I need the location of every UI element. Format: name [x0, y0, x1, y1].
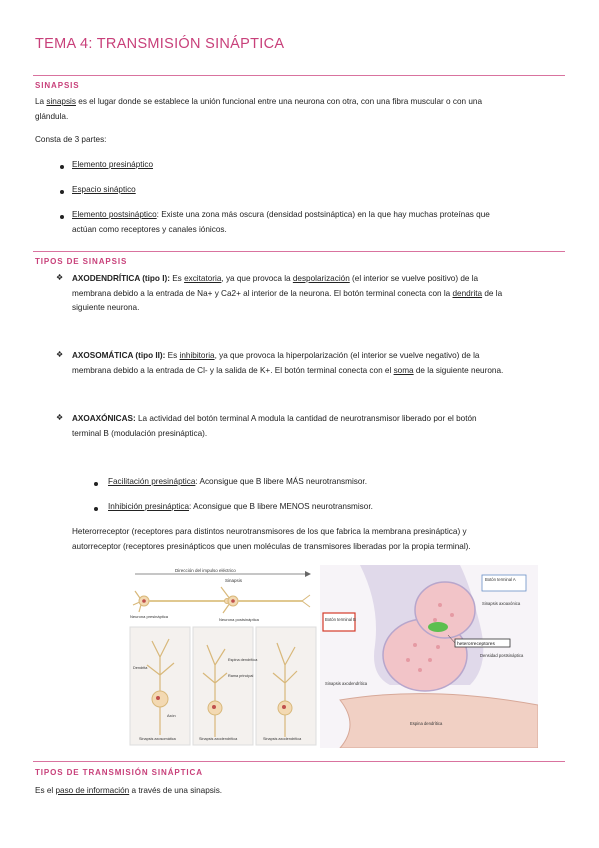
espina-label: Espina dendrítica	[228, 658, 258, 662]
panel3-caption: Sinapsis axodendrítica	[263, 737, 302, 741]
panel1-caption: Sinapsis axosomática	[139, 737, 176, 741]
bullet	[94, 482, 98, 486]
item-label: Elemento presináptico	[72, 160, 154, 169]
dendrita-label: Dendrita	[133, 666, 148, 670]
item-label: Inhibición presináptica	[108, 502, 190, 511]
direction-label: Dirección del impulso eléctrico	[175, 568, 236, 573]
axodendritica-label: Sinapsis axodendrítica	[325, 681, 368, 686]
axoaxonic-synapse-diagram	[320, 565, 538, 748]
term: soma	[393, 365, 414, 375]
bullet	[60, 190, 64, 194]
text: terminal B (modulación presináptica).	[72, 428, 208, 438]
text: siguiente neurona.	[72, 303, 140, 312]
term-sinapsis: sinapsis	[46, 97, 76, 106]
text: La	[35, 97, 47, 106]
axoaxonicas-paragraph	[72, 412, 567, 441]
divider	[33, 251, 565, 252]
section-heading-tipos: TIPOS DE SINAPSIS	[35, 257, 128, 266]
consta-text: Consta de 3 partes:	[35, 135, 107, 144]
neuron-synapse-figure	[127, 565, 318, 748]
section-heading-sinapsis: SINAPSIS	[35, 81, 80, 90]
axon-label: Axón	[167, 714, 176, 718]
text: de la siguiente neurona.	[413, 365, 504, 375]
diamond-bullet-icon: ❖	[56, 413, 64, 422]
text: AXODENDRÍTICA (tipo I):	[72, 274, 173, 283]
panel-axodendritica-1	[193, 627, 253, 745]
boton-b-box	[323, 613, 355, 631]
item-label: Espacio sináptico	[72, 185, 136, 194]
text: glándula.	[35, 111, 69, 121]
densidad-label: Densidad postsináptica	[480, 653, 524, 658]
transmision-paragraph	[35, 784, 222, 799]
text: a través de una sinapsis.	[129, 786, 223, 795]
bullet	[94, 507, 98, 511]
boton-b-label: Botón terminal B	[325, 617, 356, 622]
divider	[33, 761, 565, 762]
text: : Aconsigue que B libere MÁS neurotransmisor.	[195, 477, 367, 486]
bullet	[60, 215, 64, 219]
heterorreceptores-label: heterorreceptores	[457, 642, 495, 647]
axosomatica-paragraph	[72, 349, 567, 378]
term: despolarización	[292, 274, 350, 283]
list-item	[72, 158, 153, 173]
panel3-nucleus	[282, 705, 286, 709]
presynaptic-neuron	[133, 591, 230, 612]
text: Es	[172, 274, 185, 283]
page-title: TEMA 4: TRANSMISIÓN SINÁPTICA	[35, 36, 285, 52]
list-item	[72, 183, 136, 198]
text: (el interior se vuelve positivo) de la	[349, 274, 479, 283]
item-label: Elemento postsináptico	[72, 210, 157, 219]
axoaxonica-label: Sinapsis axoaxónica	[482, 601, 521, 606]
intro-paragraph	[35, 95, 565, 124]
bullet	[60, 165, 64, 169]
panel-axodendritica-2	[256, 627, 316, 745]
text: membrana debido a la entrada de Na+ y Ca2+ al interior de la neurona. El botón terminal conecta con la	[72, 288, 453, 298]
rama-label: Rama principal	[228, 674, 254, 678]
item-label: Facilitación presináptica	[108, 477, 196, 486]
text: Es el	[35, 786, 56, 795]
text: AXOSOMÁTICA (tipo II):	[72, 351, 168, 360]
text: La actividad del botón terminal A modula la cantidad de neurotransmisor liberado por el botón	[137, 414, 477, 423]
axoaxonic-synapse-figure	[320, 565, 538, 748]
text: , ya que provoca la	[221, 274, 293, 283]
neuron-synapse-diagram	[127, 565, 318, 748]
text: , ya que provoca la hiperpolarización (el interior se vuelve negativo) de la	[214, 351, 480, 360]
diamond-bullet-icon: ❖	[56, 350, 64, 359]
hetero-paragraph	[72, 525, 567, 554]
panel1-soma	[152, 691, 168, 707]
text: actúan como receptores y canales iónicos.	[72, 224, 227, 234]
axodendritica-paragraph	[72, 272, 567, 316]
panel2-caption: Sinapsis axodendrítica	[199, 737, 238, 741]
list-item	[108, 500, 373, 515]
text: : Aconsigue que B libere MENOS neurotransmisor.	[189, 502, 373, 511]
boton-a-label: Botón terminal A	[485, 577, 516, 582]
pre-label: Neurona presináptica	[130, 614, 169, 619]
text: : Existe una zona más oscura (densidad postsináptica) en la que hay muchas proteínas que	[156, 210, 490, 219]
panel1-nucleus	[156, 696, 160, 700]
postsynaptic-neuron	[221, 587, 310, 613]
list-item	[108, 475, 367, 490]
heterorreceptor-site	[428, 622, 448, 632]
divider	[33, 75, 565, 76]
section-heading-transmision: TIPOS DE TRANSMISIÓN SINÁPTICA	[35, 768, 203, 777]
text: AXOAXÓNICAS:	[72, 414, 138, 423]
text: Es	[167, 351, 180, 360]
text: membrana debido a la entrada de Cl- y la salida de K+. El botón terminal conecta con el	[72, 365, 394, 375]
panel2-nucleus	[212, 705, 216, 709]
sinapsis-label: Sinapsis	[225, 578, 243, 583]
term: paso de información	[55, 786, 130, 795]
term: excitatoria	[184, 274, 222, 283]
text: de la	[482, 288, 503, 298]
text: Heterorreceptor (receptores para distintos neurotransmisores de los que fabrica la membrana presináptica) y	[72, 527, 467, 536]
text: autorreceptor (receptores presinápticos que unen moléculas de transmisores liberadas por la propia terminal).	[72, 541, 471, 551]
list-item	[72, 208, 567, 237]
espina-dendritica-label: Espina dendrítica	[410, 721, 443, 726]
text: es el lugar donde se establece la unión funcional entre una neurona con otra, con una fibra muscular o con una	[75, 97, 482, 106]
diamond-bullet-icon: ❖	[56, 273, 64, 282]
term: dendrita	[452, 288, 483, 298]
term: inhibitoria	[179, 351, 215, 360]
post-label: Neurona postsináptica	[219, 617, 259, 622]
